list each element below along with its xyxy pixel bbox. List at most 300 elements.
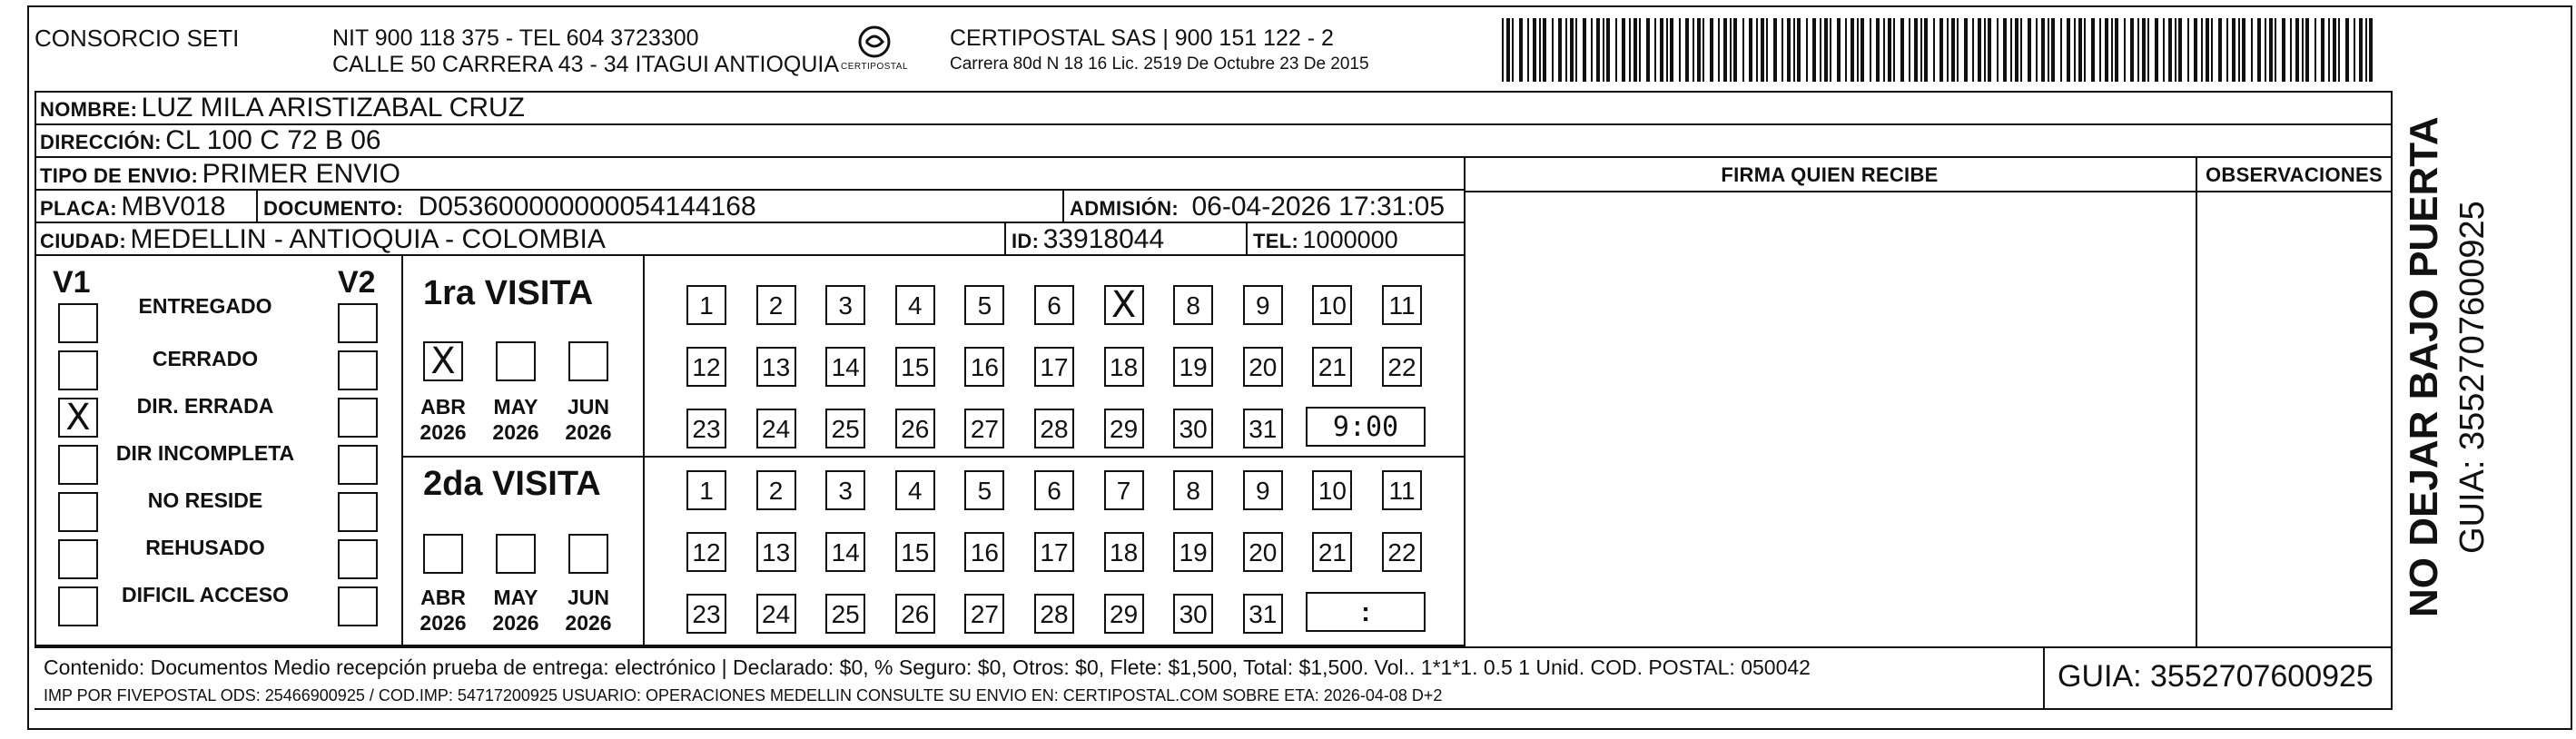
documento-cell <box>258 191 1064 223</box>
barcode-bar <box>2242 18 2245 82</box>
v2-checkbox[interactable] <box>338 539 378 579</box>
admision-cell <box>1064 191 1466 223</box>
month-name: JUN <box>567 395 609 419</box>
barcode-bar <box>2028 18 2031 82</box>
month-name: ABR <box>420 395 466 419</box>
v2-checkbox[interactable] <box>338 350 378 390</box>
barcode-bar <box>1512 18 1514 82</box>
barcode-bar <box>1964 18 1968 82</box>
barcode-bar <box>1914 18 1918 82</box>
barcode-bar <box>1972 18 1974 82</box>
reason-label: DIR. ERRADA <box>136 394 274 418</box>
barcode-bar <box>1629 18 1631 82</box>
v2-checkbox[interactable] <box>338 586 378 626</box>
barcode-bar <box>2078 18 2082 82</box>
second-visit-day[interactable]: 21 <box>1312 532 1352 572</box>
barcode-bar <box>2124 18 2126 82</box>
month-label <box>484 394 548 445</box>
placa-value: MBV018 <box>121 192 226 222</box>
tel-label: TEL: <box>1253 230 1299 252</box>
barcode-bar <box>1920 18 1922 82</box>
first-visit-day[interactable]: 4 <box>895 285 935 325</box>
table-right-edge <box>2391 91 2393 158</box>
barcode-bar <box>1552 18 1554 82</box>
barcode-bar <box>1606 18 1610 82</box>
barcode-bar <box>2137 18 2139 82</box>
barcode-bar <box>2111 18 2113 82</box>
barcode-bar <box>1539 18 1541 82</box>
barcode-bar <box>2020 18 2022 82</box>
barcode-bar <box>1575 18 1577 82</box>
id-label: ID: <box>1012 230 1040 252</box>
reason-label: NO RESIDE <box>147 488 263 512</box>
barcode-bar <box>2194 18 2197 82</box>
ciudad-row <box>35 223 1466 256</box>
barcode-bar <box>2305 18 2309 82</box>
v1-check-mark: X <box>65 397 91 438</box>
tel-cell <box>1248 223 1466 256</box>
documento-value: D053600000000054144168 <box>418 192 756 222</box>
barcode-bar <box>1773 18 1777 82</box>
barcode-bar <box>2238 18 2240 82</box>
barcode-bar <box>1670 18 1673 82</box>
footer-imp: IMP POR FIVEPOSTAL ODS: 25466900925 / COD.IMP: 54717200925 USUARIO: OPERACIONES MEDELLIN CONSULTE SU ENVIO EN: CERTIPOSTAL.COM SOBRE ETA: 2026-04-08 D+2 <box>44 686 1443 705</box>
first-visit-day[interactable]: 16 <box>964 347 1004 387</box>
barcode-bar <box>1697 18 1701 82</box>
day-check-mark: X <box>1110 284 1137 326</box>
barcode-bar <box>1787 18 1791 82</box>
month-label <box>411 585 475 636</box>
barcode-bar <box>1793 18 1795 82</box>
barcode-bar <box>1933 18 1935 82</box>
second-visit-day[interactable]: 16 <box>964 532 1004 572</box>
documento-label: DOCUMENTO: <box>263 197 404 220</box>
barcode-bar <box>1622 18 1625 82</box>
v2-checkbox[interactable] <box>338 398 378 438</box>
barcode-bar <box>1947 18 1949 82</box>
first-visit-day[interactable]: 11 <box>1382 285 1422 325</box>
barcode-bar <box>1806 18 1808 82</box>
direccion-label: DIRECCIÓN: <box>40 131 162 153</box>
barcode-bar <box>1558 18 1562 82</box>
second-visit-day[interactable]: 20 <box>1243 532 1283 572</box>
second-visit-day[interactable]: 24 <box>756 594 796 634</box>
month-year: 2026 <box>492 420 539 444</box>
month-checkbox[interactable] <box>568 341 608 381</box>
barcode-bar <box>2010 18 2012 82</box>
barcode-bar <box>2345 18 2349 82</box>
month-name: JUN <box>567 586 609 609</box>
month-year: 2026 <box>419 611 467 635</box>
first-visit-day[interactable]: 20 <box>1243 347 1283 387</box>
barcode-bar <box>1730 18 1732 82</box>
ciudad-value: MEDELLIN - ANTIOQUIA - COLOMBIA <box>130 224 606 254</box>
barcode-bar <box>2206 18 2209 82</box>
first-visit-day[interactable]: 3 <box>825 285 865 325</box>
barcode-bar <box>1543 18 1546 82</box>
barcode-bar <box>1506 18 1510 82</box>
second-visit-day[interactable]: 22 <box>1382 532 1422 572</box>
second-visit-day[interactable]: 15 <box>895 532 935 572</box>
signature-field[interactable] <box>1467 194 2194 643</box>
barcode-bar <box>1909 18 1910 82</box>
barcode-bar <box>1860 18 1864 82</box>
barcode-bar <box>1766 18 1768 82</box>
observaciones-label: OBSERVACIONES <box>2205 163 2383 186</box>
barcode-bar <box>2354 18 2355 82</box>
barcode-bar <box>2365 18 2367 82</box>
barcode-bar <box>2048 18 2049 82</box>
footer-divider <box>35 646 2393 648</box>
second-visit-day[interactable]: 9 <box>1243 470 1283 510</box>
first-visit-day[interactable]: 5 <box>964 285 1004 325</box>
tipo-row <box>35 158 1466 191</box>
second-visit-day[interactable]: 12 <box>686 532 726 572</box>
barcode-bar <box>2060 18 2062 82</box>
barcode-bar <box>1888 18 1891 82</box>
second-visit-day[interactable]: 5 <box>964 470 1004 510</box>
second-visit-day[interactable]: 26 <box>895 594 935 634</box>
barcode-bar <box>2178 18 2182 82</box>
barcode-bar <box>2328 18 2330 82</box>
barcode-bar <box>1615 18 1617 82</box>
barcode-bar <box>1997 18 1999 82</box>
barcode-bar <box>2091 18 2095 82</box>
barcode-bar <box>1957 18 1959 82</box>
ciudad-cell <box>35 223 1006 256</box>
barcode-bar <box>2359 18 2363 82</box>
visit-row-divider <box>401 456 1466 458</box>
barcode-bar <box>2265 18 2266 82</box>
nit-line: NIT 900 118 375 - TEL 604 3723300 <box>332 25 699 51</box>
footer-guia: GUIA: 3552707600925 <box>2058 659 2374 694</box>
barcode-bar <box>2003 18 2007 82</box>
barcode-bar <box>1654 18 1656 82</box>
month-checkbox[interactable] <box>568 534 608 574</box>
second-visit-day[interactable]: 11 <box>1382 470 1422 510</box>
second-visit-day[interactable]: 1 <box>686 470 726 510</box>
first-visit-day[interactable]: 12 <box>686 347 726 387</box>
barcode-bar <box>2067 18 2070 82</box>
id-cell <box>1006 223 1248 256</box>
barcode-bar <box>2142 18 2146 82</box>
barcode-bar <box>1781 18 1783 82</box>
barcode-bar <box>2130 18 2134 82</box>
barcode-bar <box>1660 18 1663 82</box>
barcode-bar <box>1820 18 1821 82</box>
month-name: MAY <box>493 395 538 419</box>
barcode-bar <box>2314 18 2316 82</box>
second-visit-day[interactable]: 8 <box>1173 470 1213 510</box>
direccion-row <box>40 123 381 156</box>
address-line: CALLE 50 CARRERA 43 - 34 ITAGUI ANTIOQUIA <box>332 52 840 77</box>
barcode-bar <box>2290 18 2292 82</box>
license-line: Carrera 80d N 18 16 Lic. 2519 De Octubre 23 De 2015 <box>950 54 1369 74</box>
placa-cell <box>35 191 258 223</box>
second-visit-day[interactable]: 28 <box>1034 594 1074 634</box>
no-dejar-bajo-puerta: NO DEJAR BAJO PUERTA <box>2402 116 2446 617</box>
first-visit-day[interactable]: 13 <box>756 347 796 387</box>
month-year: 2026 <box>565 420 612 444</box>
first-visit-day[interactable]: 30 <box>1173 409 1213 448</box>
nombre-row <box>40 91 525 123</box>
barcode-bar <box>1679 18 1681 82</box>
barcode-bar <box>2302 18 2304 82</box>
barcode-bar <box>1749 18 1752 82</box>
second-visit-day[interactable]: 14 <box>825 532 865 572</box>
barcode-bar <box>2115 18 2118 82</box>
barcode-bar <box>2147 18 2149 82</box>
first-visit-day[interactable]: 17 <box>1034 347 1074 387</box>
second-visit-day[interactable]: 31 <box>1243 594 1283 634</box>
second-visit-day[interactable]: 2 <box>756 470 796 510</box>
reason-label: ENTREGADO <box>138 294 272 318</box>
barcode-bar <box>1502 18 1504 82</box>
second-visit-day[interactable]: 6 <box>1034 470 1074 510</box>
first-visit-day[interactable]: 22 <box>1382 347 1422 387</box>
second-visit-day[interactable]: 17 <box>1034 532 1074 572</box>
second-visit-time[interactable]: : <box>1306 592 1426 632</box>
barcode-bar <box>1988 18 1991 82</box>
first-visit-day[interactable]: 2 <box>756 285 796 325</box>
barcode-bar <box>1761 18 1764 82</box>
admision-value: 06-04-2026 17:31:05 <box>1191 192 1446 222</box>
second-visit-day[interactable]: 10 <box>1312 470 1352 510</box>
barcode-bar <box>1639 18 1641 82</box>
barcode-bar <box>1978 18 1981 82</box>
barcode-bar <box>1666 18 1668 82</box>
firma-label: FIRMA QUIEN RECIBE <box>1721 163 1939 186</box>
barcode-bar <box>1733 18 1737 82</box>
barcode-bar <box>2295 18 2299 82</box>
barcode-bar <box>1646 18 1650 82</box>
barcode-bar <box>1830 18 1831 82</box>
second-visit-day[interactable]: 7 <box>1104 470 1144 510</box>
barcode <box>1500 18 2379 82</box>
barcode-bar <box>1718 18 1720 82</box>
month-label <box>411 394 475 445</box>
month-year: 2026 <box>419 420 467 444</box>
barcode-bar <box>2275 18 2276 82</box>
certipostal-logo <box>834 24 915 80</box>
second-visit-day[interactable]: 19 <box>1173 532 1213 572</box>
first-visit-day[interactable]: 21 <box>1312 347 1352 387</box>
second-visit-day[interactable]: 27 <box>964 594 1004 634</box>
month-name: ABR <box>420 586 466 609</box>
barcode-bar <box>1533 18 1536 82</box>
reason-label: DIFICIL ACCESO <box>121 583 289 606</box>
second-visit-day[interactable]: 18 <box>1104 532 1144 572</box>
placa-label: PLACA: <box>40 197 117 220</box>
first-visit-day[interactable]: 28 <box>1034 409 1074 448</box>
v1-label: V1 <box>53 265 91 300</box>
barcode-bar <box>1924 18 1928 82</box>
barcode-bar <box>1984 18 1986 82</box>
month-year: 2026 <box>565 611 612 635</box>
barcode-bar <box>1870 18 1871 82</box>
barcode-bar <box>2074 18 2076 82</box>
ciudad-label: CIUDAD: <box>40 230 126 252</box>
first-visit-day[interactable]: 8 <box>1173 285 1213 325</box>
tipo-value: PRIMER ENVIO <box>202 159 400 189</box>
direccion-value: CL 100 C 72 B 06 <box>165 125 381 155</box>
barcode-bar <box>1845 18 1847 82</box>
barcode-bar <box>1857 18 1859 82</box>
footer-contenido: Contenido: Documentos Medio recepción prueba de entrega: electrónico | Declarado: $0, % Seguro: $0, Otros: $0, Flete: $1,500, Total: $1,500. Vol.. 1*1*1. 0.5 1 Unid. COD. POSTAL: 050042 <box>44 655 1811 679</box>
first-visit-day[interactable]: 25 <box>825 409 865 448</box>
month-check-mark: X <box>430 340 456 382</box>
first-visit-day[interactable]: 1 <box>686 285 726 325</box>
id-value: 33918044 <box>1042 224 1165 254</box>
guia-vertical: GUIA: 3552707600925 <box>2453 201 2492 554</box>
barcode-bar <box>1797 18 1801 82</box>
second-visit-day[interactable]: 30 <box>1173 594 1213 634</box>
month-label <box>557 394 620 445</box>
v2-checkbox[interactable] <box>338 445 378 485</box>
barcode-bar <box>2257 18 2261 82</box>
month-label <box>557 585 620 636</box>
barcode-bar <box>1633 18 1637 82</box>
month-checkbox[interactable] <box>423 341 463 381</box>
first-visit-day[interactable]: 24 <box>756 409 796 448</box>
barcode-bar <box>2269 18 2273 82</box>
month-label <box>484 585 548 636</box>
nombre-label: NOMBRE: <box>40 98 138 121</box>
barcode-bar <box>2251 18 2253 82</box>
barcode-bar <box>2175 18 2176 82</box>
nombre-value: LUZ MILA ARISTIZABAL CRUZ <box>141 93 525 123</box>
barcode-bar <box>2015 18 2018 82</box>
barcode-bar <box>1710 18 1713 82</box>
month-checkbox[interactable] <box>496 534 536 574</box>
month-name: MAY <box>493 586 538 609</box>
second-visit-day[interactable]: 23 <box>686 594 726 634</box>
barcode-bar <box>2155 18 2158 82</box>
barcode-bar <box>1519 18 1523 82</box>
barcode-bar <box>1893 18 1895 82</box>
company-name: CONSORCIO SETI <box>35 25 240 52</box>
barcode-bar <box>1824 18 1828 82</box>
second-visit-day[interactable]: 3 <box>825 470 865 510</box>
barcode-bar <box>1591 18 1593 82</box>
barcode-bar <box>2333 18 2336 82</box>
tipo-cell <box>35 158 1466 191</box>
barcode-bar <box>1570 18 1574 82</box>
barcode-bar <box>1876 18 1880 82</box>
barcode-bar <box>2163 18 2165 82</box>
second-visit-day[interactable]: 13 <box>756 532 796 572</box>
first-visit-day[interactable]: 18 <box>1104 347 1144 387</box>
row-divider <box>35 123 2393 125</box>
v2-label: V2 <box>338 265 376 300</box>
first-visit-day[interactable]: 15 <box>895 347 935 387</box>
admision-label: ADMISIÓN: <box>1070 197 1179 220</box>
barcode-bar <box>1703 18 1704 82</box>
tipo-label: TIPO DE ENVIO: <box>40 164 199 187</box>
v2-checkbox[interactable] <box>338 492 378 532</box>
first-visit-day[interactable]: 26 <box>895 409 935 448</box>
first-visit-day[interactable]: 9 <box>1243 285 1283 325</box>
first-visit-day[interactable]: 19 <box>1173 347 1213 387</box>
footer-bottom-line <box>35 708 2393 710</box>
barcode-bar <box>2036 18 2038 82</box>
first-visit-title: 1ra VISITA <box>423 274 594 312</box>
barcode-bar <box>1851 18 1854 82</box>
barcode-bar <box>1723 18 1727 82</box>
barcode-bar <box>2232 18 2235 82</box>
barcode-bar <box>2218 18 2222 82</box>
second-visit-day[interactable]: 25 <box>825 594 865 634</box>
first-visit-day[interactable]: 29 <box>1104 409 1144 448</box>
barcode-bar <box>2321 18 2324 82</box>
month-divider <box>643 256 645 646</box>
first-visit-day[interactable] <box>1104 285 1144 325</box>
reason-label: DIR INCOMPLETA <box>115 441 295 465</box>
barcode-bar <box>1685 18 1689 82</box>
logo-text: CERTIPOSTAL <box>840 62 909 72</box>
month-checkbox[interactable] <box>496 341 536 381</box>
barcode-bar <box>1900 18 1904 82</box>
month-checkbox[interactable] <box>423 534 463 574</box>
barcode-bar <box>1939 18 1943 82</box>
barcode-bar <box>2099 18 2101 82</box>
v2-checkbox[interactable] <box>338 303 378 343</box>
barcode-bar <box>1527 18 1529 82</box>
barcode-bar <box>1837 18 1841 82</box>
barcode-bar <box>1565 18 1567 82</box>
first-visit-day[interactable]: 10 <box>1312 285 1352 325</box>
barcode-bar <box>2226 18 2228 82</box>
first-visit-day[interactable]: 14 <box>825 347 865 387</box>
barcode-bar <box>1603 18 1604 82</box>
second-visit-title: 2da VISITA <box>423 465 601 503</box>
barcode-bar <box>2201 18 2203 82</box>
tel-value: 1000000 <box>1302 226 1398 253</box>
observaciones-field[interactable] <box>2199 194 2389 643</box>
first-visit-day[interactable]: 6 <box>1034 285 1074 325</box>
barcode-bar <box>2187 18 2189 82</box>
barcode-bar <box>2369 18 2373 82</box>
reason-label: CERRADO <box>152 347 259 370</box>
barcode-bar <box>1883 18 1885 82</box>
barcode-bar <box>1596 18 1600 82</box>
first-visit-day[interactable]: 27 <box>964 409 1004 448</box>
second-visit-day[interactable]: 4 <box>895 470 935 510</box>
month-year: 2026 <box>492 611 539 635</box>
observaciones-divider <box>2196 158 2197 646</box>
barcode-bar <box>1693 18 1694 82</box>
barcode-bar <box>2211 18 2213 82</box>
barcode-bar <box>1742 18 1744 82</box>
barcode-bar <box>2051 18 2055 82</box>
barcode-bar <box>2338 18 2340 82</box>
barcode-bar <box>1756 18 1758 82</box>
barcode-bar <box>2105 18 2108 82</box>
signature-header-line <box>1464 191 2393 192</box>
barcode-bar <box>1812 18 1816 82</box>
first-visit-time[interactable]: 9:00 <box>1306 407 1426 447</box>
barcode-bar <box>1583 18 1586 82</box>
reason-label: REHUSADO <box>145 536 265 559</box>
first-visit-day[interactable]: 31 <box>1243 409 1283 448</box>
barcode-bar <box>2168 18 2172 82</box>
barcode-bar <box>2041 18 2045 82</box>
barcode-bar <box>2282 18 2285 82</box>
second-visit-day[interactable]: 29 <box>1104 594 1144 634</box>
barcode-bar <box>1951 18 1955 82</box>
reasons-divider <box>401 256 403 646</box>
first-visit-day[interactable]: 23 <box>686 409 726 448</box>
